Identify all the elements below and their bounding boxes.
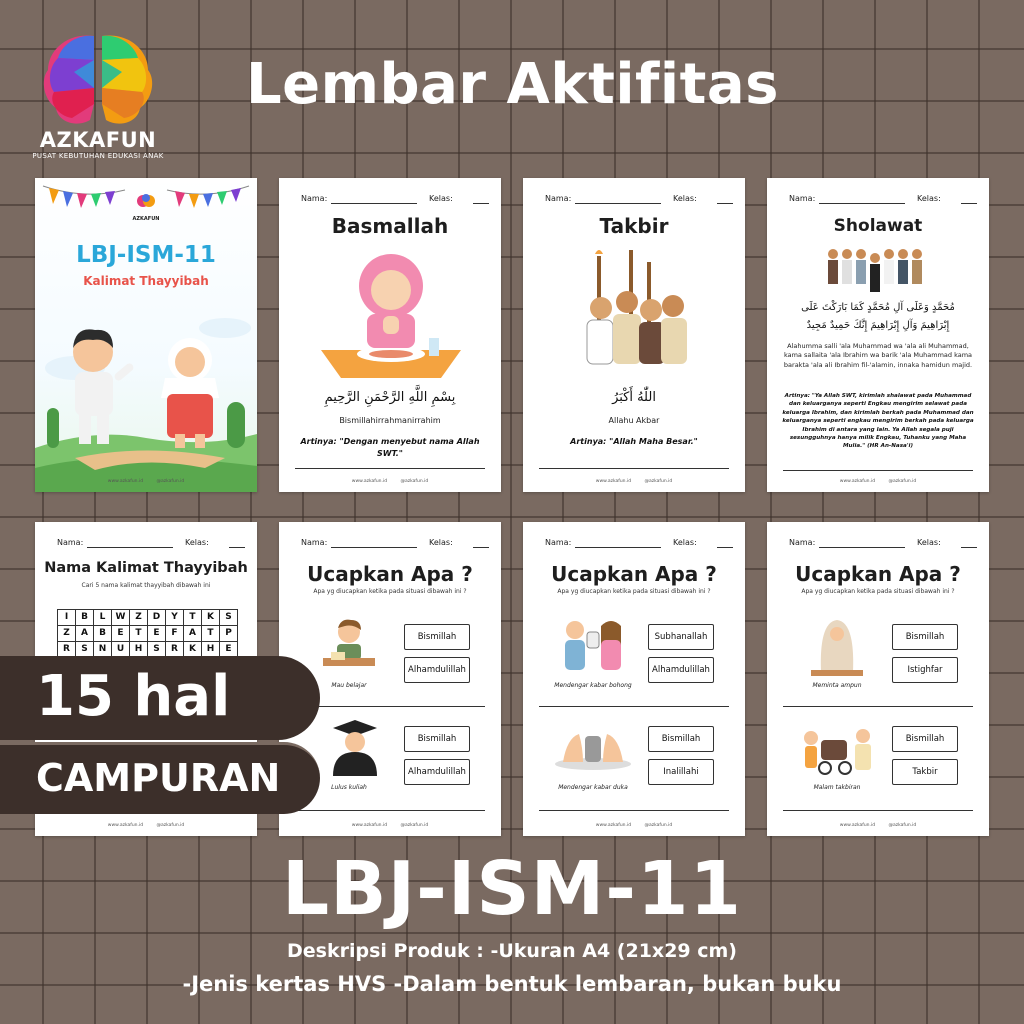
class-label: Kelas: xyxy=(429,538,453,547)
name-line xyxy=(575,547,661,548)
instruction-text: Apa yg diucapkan ketika pada situasi dibawah ini ? xyxy=(801,588,955,595)
grief-hands-illustration xyxy=(553,728,633,772)
bottom-rule xyxy=(783,470,973,471)
name-line xyxy=(87,547,173,548)
class-label: Kelas: xyxy=(429,194,453,203)
takbiran-group-illustration xyxy=(579,250,691,370)
answer-option[interactable]: Alhamdulillah xyxy=(404,759,470,785)
answer-option[interactable]: Bismillah xyxy=(648,726,714,752)
sheet-title: Basmallah xyxy=(331,214,449,238)
footer-ig: @azkafun.id xyxy=(400,823,429,828)
grid-cell[interactable]: E xyxy=(148,626,166,642)
sheet-ucapkan-2 xyxy=(523,522,745,836)
grid-cell[interactable]: Z xyxy=(130,610,148,626)
grid-cell[interactable]: P xyxy=(220,626,238,642)
grid-cell[interactable]: S xyxy=(76,642,94,658)
answer-option[interactable]: Bismillah xyxy=(892,624,958,650)
footer-web: www.azkafun.id xyxy=(595,479,632,484)
latin-text: Allahu Akbar xyxy=(608,416,660,425)
class-line xyxy=(473,547,489,548)
class-line xyxy=(229,547,245,548)
answer-option[interactable]: Alhamdulillah xyxy=(648,657,714,683)
answer-option[interactable]: Istighfar xyxy=(892,657,958,683)
situation-caption: Lulus kuliah xyxy=(331,784,367,791)
sheet-footer xyxy=(767,823,989,828)
footer-ig: @azkafun.id xyxy=(156,479,185,484)
praying-woman-illustration xyxy=(811,616,863,676)
section-divider xyxy=(539,706,729,707)
grid-cell[interactable]: R xyxy=(58,642,76,658)
class-label: Kelas: xyxy=(673,538,697,547)
arabic-text-line2: إِبْرَاهِيمَ وَآلِ إِبْرَاهِيمَ إِنَّكَ حَمِيدٌ مَجِيدٌ xyxy=(806,320,950,331)
footer-ig: @azkafun.id xyxy=(156,823,185,828)
grid-cell[interactable]: T xyxy=(202,626,220,642)
section-divider xyxy=(783,706,973,707)
brand-name: AZKAFUN xyxy=(39,128,157,152)
cover-footer xyxy=(35,479,257,484)
name-line xyxy=(331,203,417,204)
grid-cell[interactable]: A xyxy=(184,626,202,642)
answer-option[interactable]: Bismillah xyxy=(404,624,470,650)
grid-cell[interactable]: D xyxy=(148,610,166,626)
grid-cell[interactable]: L xyxy=(94,610,112,626)
bottom-rule xyxy=(295,468,485,469)
sheet-ucapkan-3 xyxy=(767,522,989,836)
footer-ig: @azkafun.id xyxy=(888,823,917,828)
description-line-1: Deskripsi Produk : -Ukuran A4 (21x29 cm) xyxy=(287,940,737,962)
grid-cell[interactable]: T xyxy=(130,626,148,642)
class-label: Kelas: xyxy=(185,538,209,547)
name-line xyxy=(331,547,417,548)
name-label: Nama: xyxy=(545,538,572,547)
sheet-title: Ucapkan Apa ? xyxy=(307,562,473,586)
situation-caption: Mendengar kabar duka xyxy=(558,784,628,791)
people-row-illustration xyxy=(825,244,931,298)
grid-cell[interactable]: W xyxy=(112,610,130,626)
page-count: 15 hal xyxy=(36,664,231,729)
grid-cell[interactable]: I xyxy=(58,610,76,626)
cover-brand: AZKAFUN xyxy=(132,216,160,222)
answer-option[interactable]: Takbir xyxy=(892,759,958,785)
gossip-illustration xyxy=(557,618,629,674)
situation-caption: Mendengar kabar bohong xyxy=(554,682,632,689)
grid-cell[interactable]: K xyxy=(184,642,202,658)
footer-ig: @azkafun.id xyxy=(644,823,673,828)
sheet-title: Ucapkan Apa ? xyxy=(795,562,961,586)
class-line xyxy=(717,547,733,548)
word-search-grid xyxy=(57,609,238,658)
name-label: Nama: xyxy=(301,194,328,203)
footer-web: www.azkafun.id xyxy=(351,823,388,828)
studying-boy-illustration xyxy=(319,618,379,670)
meaning-text: Artinya: "Ya Allah SWT, kirimlah shalawat pada Muhammad dan keluarganya seperti Engkau mengirim selawat pada keluarga Ibrahim, dan kirimlah berkah pada Muhammad dan keluarganya seperti engkau mengirim berkah pada keluarga Ibrahim di antara yang lain. Ya Allah segala puji sesungguhnya hanya milik Engkau, Tuhanku yang Maha Mulia." (HR An-Nasa'i) xyxy=(782,393,974,450)
name-label: Nama: xyxy=(57,538,84,547)
situation-caption: Mau belajar xyxy=(331,682,367,689)
instruction-text: Cari 5 nama kalimat thayyibah dibawah ini xyxy=(81,582,211,589)
brand-tagline: PUSAT KEBUTUHAN EDUKASI ANAK xyxy=(32,152,164,160)
grid-cell[interactable]: T xyxy=(184,610,202,626)
class-label: Kelas: xyxy=(673,194,697,203)
meaning-text: Artinya: "Allah Maha Besar." xyxy=(570,437,698,446)
class-label: Kelas: xyxy=(917,194,941,203)
instruction-text: Apa yg diucapkan ketika pada situasi dibawah ini ? xyxy=(557,588,711,595)
footer-web: www.azkafun.id xyxy=(107,823,144,828)
name-label: Nama: xyxy=(789,538,816,547)
graduate-illustration xyxy=(319,720,379,776)
instruction-text: Apa yg diucapkan ketika pada situasi dibawah ini ? xyxy=(313,588,467,595)
footer-web: www.azkafun.id xyxy=(351,479,388,484)
brain-logo-small-icon xyxy=(137,192,155,210)
footer-web: www.azkafun.id xyxy=(107,479,144,484)
sheet-title: Nama Kalimat Thayyibah xyxy=(44,560,248,576)
girl-praying-illustration xyxy=(321,250,461,378)
answer-option[interactable]: Bismillah xyxy=(892,726,958,752)
sheet-title: Sholawat xyxy=(833,216,923,236)
footer-web: www.azkafun.id xyxy=(839,823,876,828)
sheet-footer xyxy=(279,479,501,484)
class-line xyxy=(717,203,733,204)
answer-option[interactable]: Inalillahi xyxy=(648,759,714,785)
sheet-title: Ucapkan Apa ? xyxy=(551,562,717,586)
grid-cell[interactable]: Y xyxy=(166,610,184,626)
grid-cell[interactable]: K xyxy=(202,610,220,626)
section-divider xyxy=(295,706,485,707)
situation-caption: Malam takbiran xyxy=(813,784,861,791)
bottom-rule xyxy=(295,810,485,811)
page-count-badge xyxy=(0,656,320,816)
sheet-footer xyxy=(35,823,257,828)
footer-web: www.azkafun.id xyxy=(839,479,876,484)
cover-subtitle: Kalimat Thayyibah xyxy=(83,274,209,288)
class-label: Kelas: xyxy=(917,538,941,547)
footer-ig: @azkafun.id xyxy=(644,479,673,484)
class-line xyxy=(961,203,977,204)
answer-option[interactable]: Alhamdulillah xyxy=(404,657,470,683)
kids-illustration xyxy=(35,298,257,492)
grid-cell[interactable]: U xyxy=(112,642,130,658)
grid-cell[interactable]: N xyxy=(94,642,112,658)
grid-cell[interactable]: S xyxy=(220,610,238,626)
arabic-text: اللّٰهُ أَكْبَرُ xyxy=(612,390,656,405)
name-line xyxy=(575,203,661,204)
product-code: LBJ-ISM-11 xyxy=(282,846,742,932)
answer-option[interactable]: Subhanallah xyxy=(648,624,714,650)
page-count-label: CAMPURAN xyxy=(36,756,281,800)
class-line xyxy=(473,203,489,204)
sheet-title: Takbir xyxy=(599,214,669,238)
grid-cell[interactable]: H xyxy=(202,642,220,658)
grid-cell[interactable]: R xyxy=(166,642,184,658)
name-label: Nama: xyxy=(301,538,328,547)
grid-cell[interactable]: Z xyxy=(58,626,76,642)
grid-cell[interactable]: B xyxy=(76,610,94,626)
footer-ig: @azkafun.id xyxy=(400,479,429,484)
situation-caption: Meminta ampun xyxy=(812,682,862,689)
grid-cell[interactable]: A xyxy=(76,626,94,642)
description-line-2: -Jenis kertas HVS -Dalam bentuk lembaran, bukan buku xyxy=(182,972,842,996)
takbiran-parade-illustration xyxy=(801,724,877,776)
bottom-rule xyxy=(539,810,729,811)
name-label: Nama: xyxy=(789,194,816,203)
sheet-basmallah xyxy=(279,178,501,492)
sheet-footer xyxy=(279,823,501,828)
name-line xyxy=(819,547,905,548)
grid-cell[interactable]: E xyxy=(220,642,238,658)
cover-sheet xyxy=(35,178,257,492)
sheet-footer xyxy=(767,479,989,484)
bottom-rule xyxy=(539,468,729,469)
arabic-text-line1: مُحَمَّدٍ وَعَلَى آلِ مُحَمَّدٍ كَمَا بَارَكْتَ عَلَى xyxy=(801,302,955,313)
meaning-text: Artinya: "Dengan menyebut nama Allah SWT." xyxy=(300,437,480,458)
cover-title: LBJ-ISM-11 xyxy=(76,242,216,268)
class-line xyxy=(961,547,977,548)
grid-cell[interactable]: B xyxy=(94,626,112,642)
page-title: Lembar Aktifitas xyxy=(246,52,779,117)
grid-cell[interactable]: F xyxy=(166,626,184,642)
grid-cell[interactable]: S xyxy=(148,642,166,658)
arabic-text: بِسْمِ اللَّهِ الرَّحْمَنِ الرَّحِيمِ xyxy=(324,390,456,405)
latin-text: Alahumma salli 'ala Muhammad wa 'ala ali Muhammad, kama sallaita 'ala Ibrahim wa barik 'ala Muhammad kama barakta 'ala ali Ibrahim fil-'alamin, innaka hamidun majid. xyxy=(783,342,973,369)
answer-option[interactable]: Bismillah xyxy=(404,726,470,752)
latin-text: Bismillahirrahmanirrahim xyxy=(339,416,441,425)
sheet-footer xyxy=(523,479,745,484)
bottom-rule xyxy=(783,810,973,811)
sheet-takbir xyxy=(523,178,745,492)
footer-web: www.azkafun.id xyxy=(595,823,632,828)
sheet-footer xyxy=(523,823,745,828)
name-label: Nama: xyxy=(545,194,572,203)
grid-cell[interactable]: H xyxy=(130,642,148,658)
name-line xyxy=(819,203,905,204)
sheet-sholawat xyxy=(767,178,989,492)
footer-ig: @azkafun.id xyxy=(888,479,917,484)
grid-cell[interactable]: E xyxy=(112,626,130,642)
